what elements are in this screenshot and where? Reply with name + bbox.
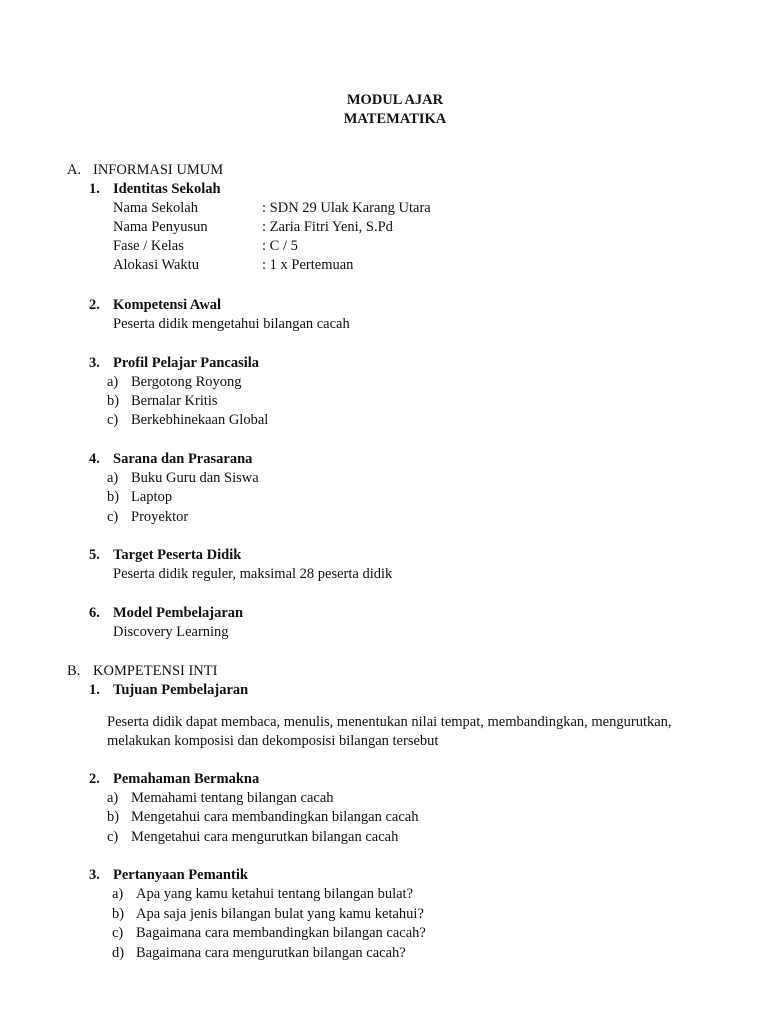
list-marker: a) bbox=[107, 470, 119, 486]
list-item: Proyektor bbox=[131, 509, 189, 525]
list-marker: b) bbox=[107, 809, 120, 825]
identity-label: Fase / Kelas bbox=[113, 238, 184, 254]
item-number: 1. bbox=[89, 181, 100, 197]
list-marker: b) bbox=[112, 906, 125, 922]
list-marker: a) bbox=[107, 374, 119, 390]
list-item: Memahami tentang bilangan cacah bbox=[131, 790, 334, 806]
item-number: 1. bbox=[89, 682, 100, 698]
section-b-marker: B. bbox=[67, 663, 81, 679]
document-subtitle: MATEMATIKA bbox=[343, 111, 447, 127]
list-item: Bagaimana cara mengurutkan bilangan cacah? bbox=[136, 945, 406, 961]
model-text: Discovery Learning bbox=[113, 624, 229, 640]
item-number: 4. bbox=[89, 451, 100, 467]
list-item: Mengetahui cara mengurutkan bilangan cacah bbox=[131, 829, 399, 845]
list-item: Buku Guru dan Siswa bbox=[131, 470, 259, 486]
list-item: Apa saja jenis bilangan bulat yang kamu ketahui? bbox=[136, 906, 424, 922]
list-item: Laptop bbox=[131, 489, 173, 505]
list-item: Berkebhinekaan Global bbox=[131, 412, 269, 428]
section-a-heading: INFORMASI UMUM bbox=[93, 162, 224, 178]
item-number: 3. bbox=[89, 355, 100, 371]
list-item: Mengetahui cara membandingkan bilangan cacah bbox=[131, 809, 419, 825]
item-number: 2. bbox=[89, 297, 100, 313]
identity-value: : SDN 29 Ulak Karang Utara bbox=[262, 200, 431, 216]
pertanyaan-heading: Pertanyaan Pemantik bbox=[113, 867, 248, 883]
list-marker: c) bbox=[107, 829, 119, 845]
identity-label: Alokasi Waktu bbox=[113, 257, 199, 273]
tujuan-text-line: Peserta didik dapat membaca, menulis, menentukan nilai tempat, membandingkan, mengurutkan, bbox=[107, 714, 672, 730]
target-heading: Target Peserta Didik bbox=[113, 547, 242, 563]
list-marker: c) bbox=[107, 412, 119, 428]
kompetensi-awal-text: Peserta didik mengetahui bilangan cacah bbox=[113, 316, 350, 332]
tujuan-heading: Tujuan Pembelajaran bbox=[113, 682, 249, 698]
identitas-heading: Identitas Sekolah bbox=[113, 181, 221, 197]
list-marker: d) bbox=[112, 945, 125, 961]
item-number: 5. bbox=[89, 547, 100, 563]
identity-value: : C / 5 bbox=[262, 238, 298, 254]
profil-heading: Profil Pelajar Pancasila bbox=[113, 355, 260, 371]
list-item: Bagaimana cara membandingkan bilangan cacah? bbox=[136, 925, 426, 941]
list-marker: c) bbox=[107, 509, 119, 525]
identity-value: : 1 x Pertemuan bbox=[262, 257, 354, 273]
sarana-heading: Sarana dan Prasarana bbox=[113, 451, 253, 467]
item-number: 3. bbox=[89, 867, 100, 883]
identity-value: : Zaria Fitri Yeni, S.Pd bbox=[262, 219, 393, 235]
identity-label: Nama Penyusun bbox=[113, 219, 208, 235]
list-item: Bergotong Royong bbox=[131, 374, 242, 390]
list-item: Apa yang kamu ketahui tentang bilangan bulat? bbox=[136, 886, 414, 902]
list-marker: c) bbox=[112, 925, 124, 941]
document-title: MODUL AJAR bbox=[346, 92, 444, 108]
list-marker: a) bbox=[107, 790, 119, 806]
list-marker: a) bbox=[112, 886, 124, 902]
pemahaman-heading: Pemahaman Bermakna bbox=[113, 771, 260, 787]
item-number: 2. bbox=[89, 771, 100, 787]
kompetensi-awal-heading: Kompetensi Awal bbox=[113, 297, 222, 313]
item-number: 6. bbox=[89, 605, 100, 621]
tujuan-text-line: melakukan komposisi dan dekomposisi bilangan tersebut bbox=[107, 733, 439, 749]
identity-label: Nama Sekolah bbox=[113, 200, 198, 216]
model-heading: Model Pembelajaran bbox=[113, 605, 244, 621]
list-item: Bernalar Kritis bbox=[131, 393, 218, 409]
section-a-marker: A. bbox=[67, 162, 82, 178]
section-b-heading: KOMPETENSI INTI bbox=[93, 663, 218, 679]
list-marker: b) bbox=[107, 393, 120, 409]
target-text: Peserta didik reguler, maksimal 28 peserta didik bbox=[113, 566, 393, 582]
list-marker: b) bbox=[107, 489, 120, 505]
